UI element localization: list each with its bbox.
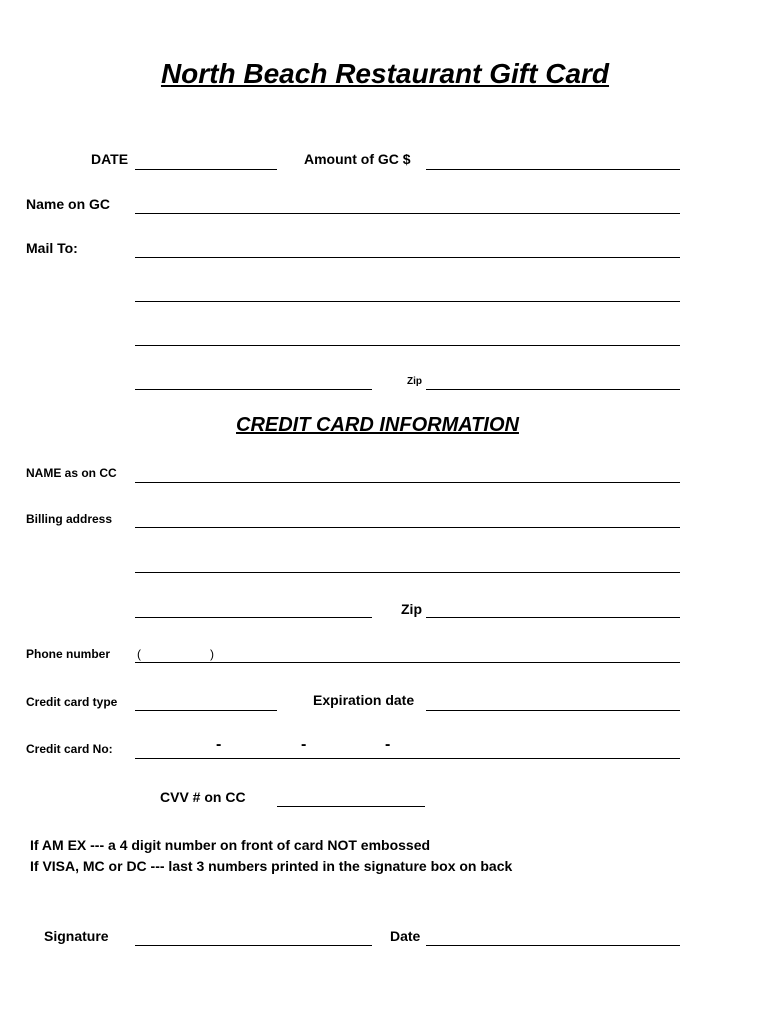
expiration-field[interactable] [426, 710, 680, 711]
name-on-gc-label: Name on GC [26, 196, 111, 212]
name-on-gc-field[interactable] [135, 213, 680, 214]
card-type-label: Credit card type [26, 695, 118, 709]
card-number-separator-2: - [301, 736, 307, 753]
signature-field[interactable] [135, 945, 372, 946]
signature-date-field[interactable] [426, 945, 680, 946]
signature-date-label: Date [390, 928, 421, 944]
mail-to-line-1[interactable] [135, 257, 680, 258]
mail-city-field[interactable] [135, 389, 372, 390]
billing-city-field[interactable] [135, 617, 372, 618]
mail-zip-field[interactable] [426, 389, 680, 390]
phone-open-paren: ( [137, 647, 141, 661]
mail-to-line-3[interactable] [135, 345, 680, 346]
card-number-label: Credit card No: [26, 742, 113, 756]
amex-note: If AM EX --- a 4 digit number on front of card NOT embossed [30, 837, 431, 853]
visa-note: If VISA, MC or DC --- last 3 numbers printed in the signature box on back [30, 858, 513, 874]
signature-label: Signature [44, 928, 109, 944]
card-number-field[interactable] [135, 758, 680, 759]
card-type-field[interactable] [135, 710, 277, 711]
card-number-separator-1: - [216, 736, 222, 753]
phone-field[interactable] [135, 662, 680, 663]
card-number-separator-3: - [385, 736, 391, 753]
date-label: DATE [91, 151, 129, 167]
expiration-label: Expiration date [313, 692, 415, 708]
cvv-label: CVV # on CC [160, 789, 246, 805]
billing-zip-label: Zip [401, 601, 422, 617]
mail-to-line-2[interactable] [135, 301, 680, 302]
phone-label: Phone number [26, 647, 111, 661]
credit-card-heading: CREDIT CARD INFORMATION [236, 414, 519, 436]
phone-close-paren: ) [210, 647, 214, 661]
cc-name-field[interactable] [135, 482, 680, 483]
billing-zip-field[interactable] [426, 617, 680, 618]
billing-address-line-2[interactable] [135, 572, 680, 573]
date-field[interactable] [135, 169, 277, 170]
cvv-field[interactable] [277, 806, 425, 807]
cc-name-label: NAME as on CC [26, 466, 117, 480]
form-title: North Beach Restaurant Gift Card [160, 58, 610, 89]
billing-address-line-1[interactable] [135, 527, 680, 528]
mail-zip-label: Zip [407, 376, 422, 387]
amount-label: Amount of GC $ [304, 151, 411, 167]
mail-to-label: Mail To: [26, 240, 78, 256]
billing-address-label: Billing address [26, 512, 113, 526]
amount-field[interactable] [426, 169, 680, 170]
